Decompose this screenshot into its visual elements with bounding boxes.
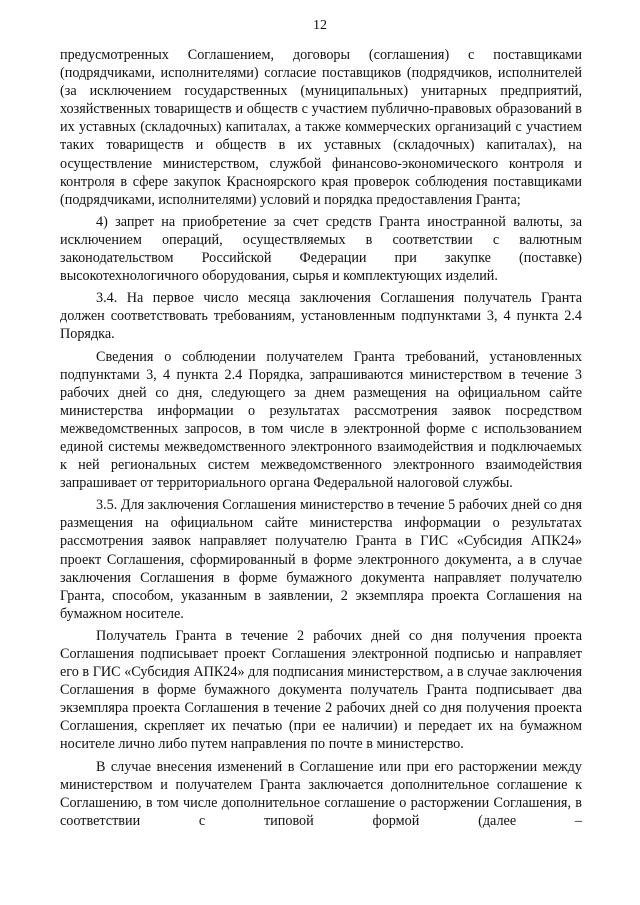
paragraph-signing: Получатель Гранта в течение 2 рабочих дней со дня получения проекта Соглашения подписывает проект Соглашения электронной подписью и направляет его в ГИС «Субсидия АПК24» для подписания министерством, а в случае заключения Соглашения в форме бумажного документа получатель Гранта подписывает два экземпляра проекта Соглашения в течение 2 рабочих дней со дня получения проекта Соглашения, скрепляет их печатью (при ее наличии) и передает их на бумажном носителе лично либо путем направления по почте в министерство. [60, 627, 582, 753]
paragraph-3-5: 3.5. Для заключения Соглашения министерство в течение 5 рабочих дней со дня размещения на официальном сайте министерства информации о результатах рассмотрения заявок направляет получателю Гранта в ГИС «Субсидия АПК24» проект Соглашения, сформированный в форме электронного документа, а в случае заключения Соглашения в форме бумажного документа направляет получателю Гранта, способом, указанным в заявлении, 2 экземпляра проекта Соглашения на бумажном носителе. [60, 497, 582, 622]
paragraph-currency-ban: 4) запрет на приобретение за счет средств Гранта иностранной валюты, за исключением операций, осуществляемых в соответствии с валютным законодательством Российской Федерации при закупке (поставке) высокотехнологичного оборудования, сырья и комплектующих изделий. [60, 213, 582, 285]
document-body [60, 46, 582, 834]
paragraph-amendments: В случае внесения изменений в Соглашение или при его расторжении между министерством и получателем Гранта заключается дополнительное соглашение к Соглашению, в том числе дополнительное соглашение о расторжении Соглашения, в соответствии с типовой формой (далее – [60, 758, 582, 829]
paragraph-continuation: предусмотренных Соглашением, договоры (соглашения) с поставщиками (подрядчиками, исполнителями) согласие поставщиков (подрядчиков, исполнителей (за исключением государственных (муниципальных) унитарных предприятий, хозяйственных товариществ и обществ с участием публично-правовых образований в их уставных (складочных) капиталах, а также коммерческих организаций с участием таких товариществ и обществ в их уставных (складочных) капиталах), на осуществление министерством, службой финансово-экономического контроля и контроля в сфере закупок Красноярского края проверок соблюдения поставщиками (подрядчиками, исполнителями) условий и порядка предоставления Гранта; [60, 47, 582, 208]
paragraph-3-4: 3.4. На первое число месяца заключения Соглашения получатель Гранта должен соответствовать требованиям, установленным подпунктами 3, 4 пункта 2.4 Порядка. [60, 290, 582, 343]
page-number: 12 [313, 18, 327, 33]
paragraph-requirements-info: Сведения о соблюдении получателем Гранта требований, установленных подпунктами 3, 4 пункта 2.4 Порядка, запрашиваются министерством в течение 3 рабочих дней со дня, следующего за днем размещения на официальном сайте министерства информации о результатах рассмотрения заявок посредством межведомственных запросов, в том числе в электронной форме с использованием единой системы межведомственного электронного взаимодействия и подключаемых к ней региональных систем межведомственного электронного взаимодействия запрашивает от территориального органа Федеральной налоговой службы. [60, 348, 582, 492]
